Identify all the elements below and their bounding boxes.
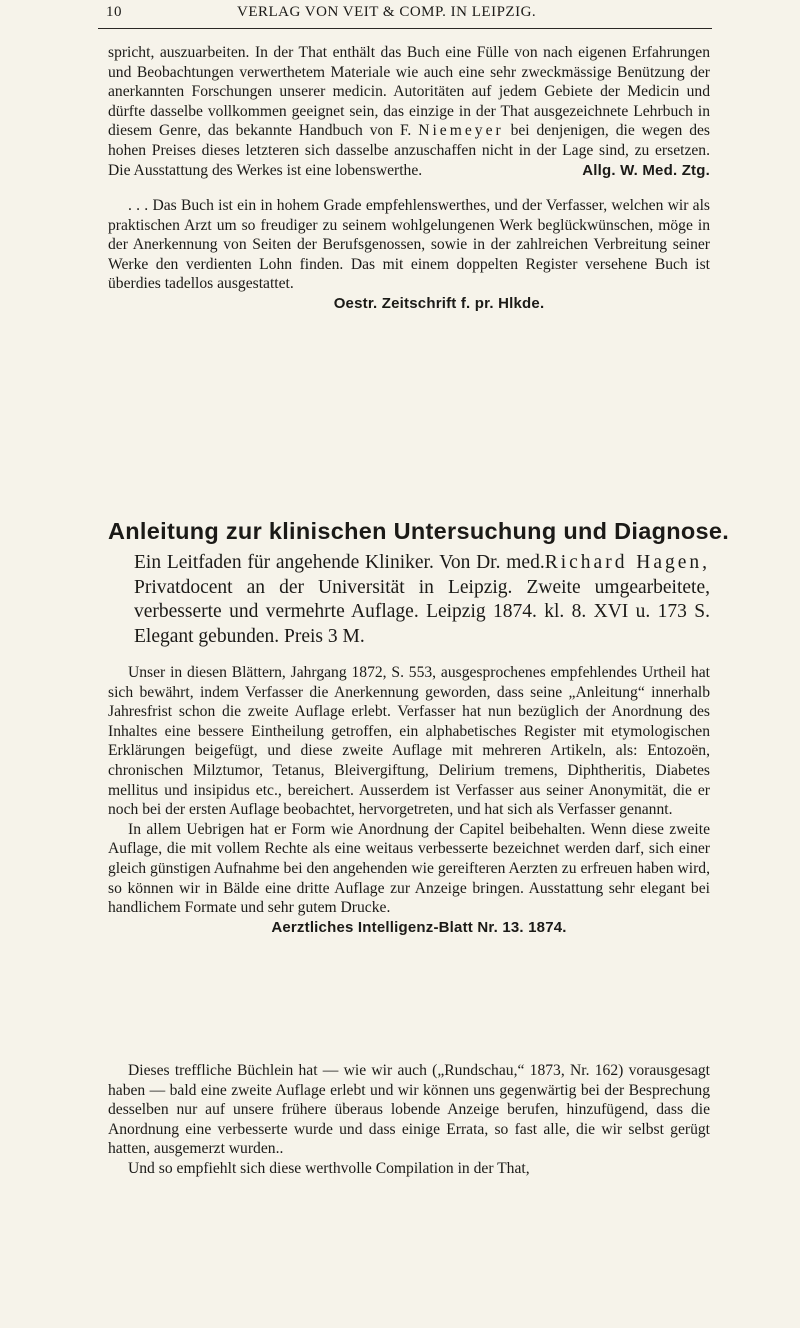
book-title: Anleitung zur klinischen Untersuchung und Diagnose. bbox=[108, 518, 730, 544]
header-rule bbox=[98, 28, 712, 29]
page-number: 10 bbox=[106, 4, 122, 20]
review-4-text-1: Dieses treffliche Büchlein hat — wie wir auch („Rundschau,“ 1873, Nr. 162) vorausgesagt haben — bald eine zweite Auflage erlebt und wir können uns gegenwärtig bei der Besprechung desselben nur auf unsere frühere überaus lobende Anzeige berufen, hinzufügend, dass die Anordnung eine verbesserte wurde und dass einige Errata, so fast alle, die wir selbst gerügt hatten, ausgemerzt wurden.. bbox=[108, 1062, 710, 1158]
author-niemeyer: Niemeyer bbox=[418, 122, 504, 140]
book-description bbox=[134, 551, 710, 649]
review-1-source: Allg. W. Med. Ztg. bbox=[582, 161, 710, 179]
review-3-source: Aerztliches Intelligenz-Blatt Nr. 13. 1874. bbox=[271, 918, 567, 936]
review-3-text-1: Unser in diesen Blättern, Jahrgang 1872, S. 553, ausgesprochenes empfehlendes Urtheil hat sich bewährt, indem Verfasser die Anerkennung geworden, dass seine „Anleitung“ innerhalb Jahresfrist schon die zweite Auflage erlebt. Verfasser hat nun bezüglich der Anordnung des Inhaltes eine bessere Eintheilung getroffen, ein alphabetisches Register mit etymologischen Erklärungen beigefügt, und diese zweite Auflage mit mehreren Artikeln, als: Entozoën, chronischen Milztumor, Tetanus, Bleivergiftung, Delirium tremens, Diphtheritis, Diabetes mellitus und insipidus etc., bereichert. Ausserdem ist Verfasser aus seiner Anonymität, die er noch bei der ersten Auflage beobachtet, hervorgetreten, und hat sich als Verfasser genannt. bbox=[108, 664, 710, 819]
book-author: Richard Hagen, bbox=[544, 552, 710, 573]
review-3 bbox=[108, 663, 710, 937]
book-desc-before: Ein Leitfaden für angehende Kliniker. Von Dr. med. bbox=[134, 552, 545, 573]
book-desc-after: Privatdocent an der Universität in Leipzig. Zweite umgearbeitete, verbesserte und vermehrte Auflage. Leipzig 1874. kl. 8. XVI u. 173 S. Elegant gebunden. Preis 3 M. bbox=[134, 576, 710, 647]
review-1-text: spricht, auszuarbeiten. In der That enthält das Buch eine Fülle von nach eigenen Erfahrungen und Beobachtungen verwerthetem Materiale wie auch eine sehr zweckmässige Benützung der anerkannten Forschungen unserer medicin. Autoritäten auf jedem Gebiete der Medicin und dürfte dasselbe vollkommen geeignet sein, das einzige in der That ausgezeichnete Lehrbuch in diesem Genre, das bekannte Handbuch von F. bbox=[108, 44, 710, 140]
review-2-source: Oestr. Zeitschrift f. pr. Hlkde. bbox=[333, 294, 545, 312]
review-4-text-2: Und so empfiehlt sich diese werthvolle Compilation in der That, bbox=[128, 1159, 530, 1177]
review-4 bbox=[108, 1061, 710, 1179]
review-2-text: . . . Das Buch ist ein in hohem Grade empfehlenswerthes, und der Verfasser, welchen wir als praktischen Arzt um so freudiger zu seinem wohlgelungenen Werk beglückwünschen, möge in der Anerkennung von Seiten der Berufsgenossen, sowie in der zahlreichen Verbreitung seiner Werke den verdienten Lohn finden. Das mit einem doppelten Register versehene Buch ist überdies tadellos ausgestattet. bbox=[108, 197, 710, 293]
review-2 bbox=[108, 196, 710, 314]
review-1-text-after: bei denjenigen, die wegen des hohen Preises dieses letzteren sich dasselbe anzuschaffen nicht in der Lage sind, zu ersetzen. Die Ausstattung des Werkes ist eine lobenswerthe. bbox=[108, 122, 710, 179]
review-1 bbox=[108, 43, 710, 180]
publisher-line: VERLAG VON VEIT & COMP. IN LEIPZIG. bbox=[237, 4, 537, 20]
review-3-text-2: In allem Uebrigen hat er Form wie Anordnung der Capitel beibehalten. Wenn diese zweite Auflage, die mit vollem Rechte als eine weitaus verbesserte bezeichnet werden darf, sich einer gleich günstigen Aufnahme bei den angehenden wie gereifteren Aerzten zu erfreuen haben wird, so können wir in Bälde eine dritte Auflage zur Anzeige bringen. Ausstattung sehr elegant bei handlichem Formate und sehr gutem Drucke. bbox=[108, 820, 710, 917]
